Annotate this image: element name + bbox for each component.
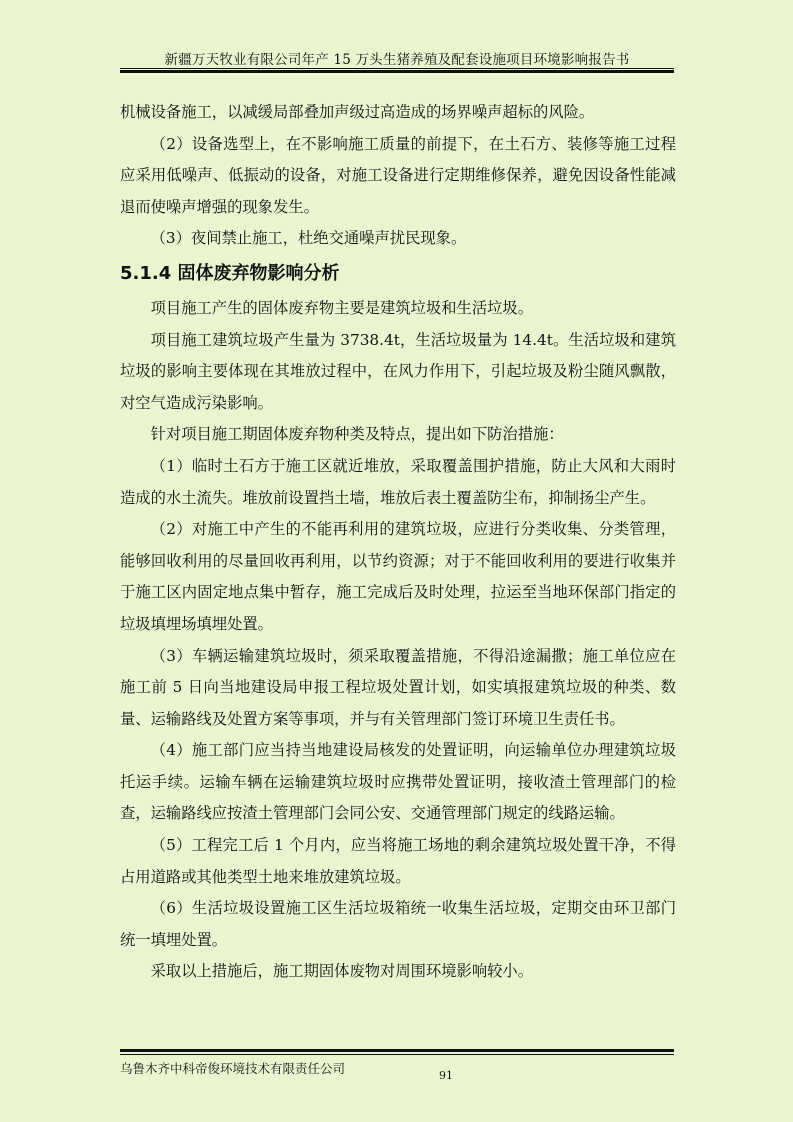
intro-paragraph-1: 项目施工产生的固体废弃物主要是建筑垃圾和生活垃圾。 xyxy=(150,298,534,317)
noise-measure-3: （3）夜间禁止施工，杜绝交通噪声扰民现象。 xyxy=(150,229,467,248)
waste-measure-1: （1）临时土石方于施工区就近堆放，采取覆盖围护措施，防止大风和大雨时造成的水土流失。堆放前设置挡土墙，堆放后表土覆盖防尘布，抑制扬尘产生。 xyxy=(120,456,676,507)
header-rule-thin xyxy=(120,68,674,69)
body-content xyxy=(120,97,676,988)
waste-measure-4: （4）施工部门应当持当地建设局核发的处置证明，向运输单位办理建筑垃圾托运手续。运输车辆在运输建筑垃圾时应携带处置证明，接收渣土管理部门的检查，运输路线应按渣土管理部门会同公安、交通管理部门规定的线路运输。 xyxy=(120,741,676,823)
footer-company: 乌鲁木齐中科帝俊环境技术有限责任公司 xyxy=(120,1061,346,1076)
footer-rule-thick xyxy=(120,1049,674,1052)
conclusion-paragraph: 采取以上措施后，施工期固体废物对周围环境影响较小。 xyxy=(150,962,534,981)
footer-rule-thin xyxy=(120,1054,674,1055)
page-number: 91 xyxy=(439,1069,453,1082)
section-heading: 5.1.4 固体废弃物影响分析 xyxy=(120,262,340,284)
intro-paragraph-2: 项目施工建筑垃圾产生量为 3738.4t，生活垃圾量为 14.4t。生活垃圾和建筑垃圾的影响主要体现在其堆放过程中，在风力作用下，引起垃圾及粉尘随风飘散，对空气造成污染影响。 xyxy=(120,330,676,412)
header-rule-thick xyxy=(120,70,674,73)
waste-measure-6: （6）生活垃圾设置施工区生活垃圾箱统一收集生活垃圾，定期交由环卫部门统一填埋处置。 xyxy=(120,899,676,949)
waste-measure-3: （3）车辆运输建筑垃圾时，须采取覆盖措施，不得沿途漏撒；施工单位应在施工前 5 日向当地建设局申报工程垃圾处置计划，如实填报建筑垃圾的种类、数量、运输路线及处置方案等事项，并与有关管理部门签订环境卫生责任书。 xyxy=(120,646,676,728)
noise-measure-2: （2）设备选型上，在不影响施工质量的前提下，在土石方、装修等施工过程应采用低噪声、低振动的设备，对施工设备进行定期维修保养，避免因设备性能减退而使噪声增强的现象发生。 xyxy=(120,134,676,216)
header-title: 新疆万天牧业有限公司年产 15 万头生猪养殖及配套设施项目环境影响报告书 xyxy=(164,52,630,68)
waste-measure-5: （5）工程完工后 1 个月内，应当将施工场地的剩余建筑垃圾处置干净，不得占用道路或其他类型土地来堆放建筑垃圾。 xyxy=(120,836,676,886)
paragraph-continued: 机械设备施工，以减缓局部叠加声级过高造成的场界噪声超标的风险。 xyxy=(120,103,595,121)
waste-measure-2: （2）对施工中产生的不能再利用的建筑垃圾，应进行分类收集、分类管理，能够回收利用的尽量回收再利用，以节约资源；对于不能回收利用的要进行收集并于施工区内固定地点集中暂存，施工完成后及时处理，拉运至当地环保部门指定的垃圾填埋场填埋处置。 xyxy=(120,520,676,633)
intro-paragraph-3: 针对项目施工期固体废弃物种类及特点，提出如下防治措施： xyxy=(150,425,564,444)
